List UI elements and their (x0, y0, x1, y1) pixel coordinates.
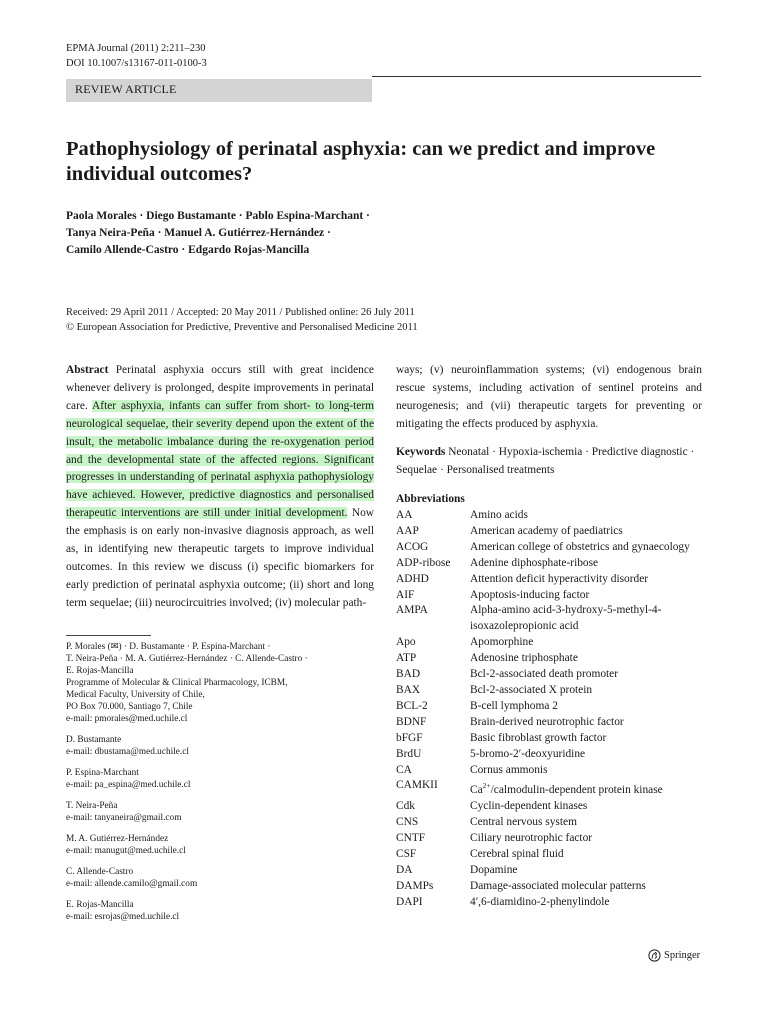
contact-name: C. Allende-Castro (66, 867, 134, 877)
contact-block (66, 866, 376, 890)
abbreviation-definition: Bcl-2-associated death promoter (470, 668, 619, 681)
keywords-label: Keywords (396, 446, 446, 458)
abbreviation-row (396, 508, 706, 524)
abbreviation-row (396, 747, 706, 763)
contact-name: E. Rojas-Mancilla (66, 900, 134, 910)
abbreviation-definition: Cyclin-dependent kinases (470, 800, 588, 813)
article-title: Pathophysiology of perinatal asphyxia: can we predict and improve individual outcomes? (66, 138, 656, 185)
springer-horse-icon (648, 949, 661, 962)
abbreviation-row (396, 524, 706, 540)
abbreviation-term: bFGF (396, 731, 423, 744)
contact-email[interactable]: e-mail: tanyaneira@gmail.com (66, 813, 182, 823)
contact-email[interactable]: e-mail: esrojas@med.uchile.cl (66, 912, 180, 922)
journal-header (66, 41, 207, 71)
date-line: Received: 29 April 2011 / Accepted: 20 May 2011 / Published online: 26 July 2011 (66, 307, 415, 318)
abbreviation-row (396, 815, 706, 831)
contact-name: T. Neira-Peña (66, 801, 118, 811)
abbreviation-definition: $Ca^{2+}/calmodulin$-dependent protein kinase (470, 781, 663, 797)
affiliation-line: Programme of Molecular & Clinical Pharmacology, ICBM, (66, 678, 288, 688)
abbreviation-row (396, 667, 706, 683)
header-rule (372, 76, 701, 77)
copyright-line: © European Association for Predictive, Preventive and Personalised Medicine 2011 (66, 322, 418, 333)
abbreviation-definition: 4′,6-diamidino-2-phenylindole (470, 895, 610, 908)
affiliations (66, 641, 376, 932)
abbreviation-term: DAPI (396, 895, 423, 908)
contact-name: D. Bustamante (66, 735, 122, 745)
abbreviation-term: BrdU (396, 747, 422, 760)
contact-email[interactable]: e-mail: pa_espina@med.uchile.cl (66, 780, 191, 790)
abbreviation-row (396, 540, 706, 556)
affiliation-main (66, 641, 376, 725)
abbreviation-definition: Apoptosis-inducing factor (470, 588, 590, 601)
affiliation-line: T. Neira-Peña · M. A. Gutiérrez-Hernández · C. Allende-Castro · (66, 654, 308, 664)
abbreviation-term: DA (396, 863, 413, 876)
abbreviation-definition: Adenine diphosphate-ribose (470, 556, 599, 569)
abbreviation-term: ADP-ribose (396, 556, 451, 569)
abbreviation-term: AMPA (396, 604, 428, 617)
abbreviation-term: ATP (396, 652, 417, 665)
contact-email[interactable]: e-mail: dbustama@med.uchile.cl (66, 747, 189, 757)
abbreviation-term: ACOG (396, 540, 429, 553)
abbreviation-definition: American college of obstetrics and gynaecology (470, 540, 690, 553)
abbreviation-row (396, 588, 706, 604)
article-type-badge: REVIEW ARTICLE (66, 79, 372, 102)
abbreviation-row (396, 635, 706, 651)
abbreviation-term: BAD (396, 668, 421, 681)
abbreviation-row (396, 863, 706, 879)
abbreviation-term: Cdk (396, 800, 415, 813)
abbreviation-term: CNS (396, 816, 419, 829)
abstract (66, 362, 374, 613)
contact-block (66, 767, 376, 791)
abbreviation-term: BDNF (396, 715, 427, 728)
abbreviation-row (396, 556, 706, 572)
contact-name: M. A. Gutiérrez-Hernández (66, 834, 169, 844)
contact-block (66, 899, 376, 923)
abbreviation-row (396, 651, 706, 667)
author-line: Tanya Neira-Peña · Manuel A. Gutiérrez-Hernández · (66, 227, 331, 239)
abbreviation-term: CNTF (396, 831, 426, 844)
keywords (396, 444, 702, 480)
abbreviation-row (396, 699, 706, 715)
abbreviation-row (396, 715, 706, 731)
journal-citation: EPMA Journal (2011) 2:211–230 (66, 43, 206, 54)
keywords-text: Neonatal · Hypoxia-ischemia · Predictive diagnostic · Sequelae · Personalised treatments (396, 446, 695, 476)
abbreviation-definition: American academy of paediatrics (470, 524, 623, 537)
abbreviation-row (396, 603, 706, 635)
abbreviation-row (396, 683, 706, 699)
affiliation-line: P. Morales (✉) · D. Bustamante · P. Espina-Marchant · (66, 642, 271, 652)
abbreviation-row (396, 778, 706, 799)
abbreviation-term: ADHD (396, 572, 429, 585)
affiliation-email[interactable]: e-mail: pmorales@med.uchile.cl (66, 714, 188, 724)
abbreviation-definition: Cornus ammonis (470, 763, 548, 776)
abbreviation-definition: B-cell lymphoma 2 (470, 699, 558, 712)
abbreviation-term: Apo (396, 636, 416, 649)
abbreviation-term: AAP (396, 524, 419, 537)
abbreviation-definition: 5-bromo-2′-deoxyuridine (470, 747, 586, 760)
abbreviations-list (396, 508, 706, 910)
abbreviation-term: AIF (396, 588, 415, 601)
abstract-text: Now the emphasis is on early non-invasive diagnosis approach, as well as, in identifying new therapeutic targets to improve individual outcomes. In this review we discuss (i) specific biomarkers for early prediction of perinatal asphyxia outcome; (ii) short and long term sequelae; (iii) neurocircuitries involved; (iv) molecular path- (66, 507, 375, 609)
abbreviation-definition: Adenosine triphosphate (470, 652, 578, 665)
abbreviation-definition: Dopamine (470, 863, 518, 876)
publisher-name: Springer (664, 950, 701, 961)
abbreviation-term: BAX (396, 683, 421, 696)
abbreviation-row (396, 763, 706, 779)
abbreviation-row (396, 847, 706, 863)
abbreviation-row (396, 572, 706, 588)
footnote-rule (66, 635, 151, 636)
publisher-logo (648, 948, 700, 963)
abbreviation-definition: Brain-derived neurotrophic factor (470, 715, 624, 728)
contact-block (66, 734, 376, 758)
author-line: Paola Morales · Diego Bustamante · Pablo Espina-Marchant · (66, 210, 370, 222)
contact-name: P. Espina-Marchant (66, 768, 139, 778)
abstract-text: Perinatal asphyxia occurs still with great incidence whenever delivery is prolonged, despite improvements in perinatal care. (66, 364, 374, 412)
abbreviation-definition: Ciliary neurotrophic factor (470, 831, 593, 844)
contact-list (66, 734, 376, 923)
doi: DOI 10.1007/s13167-011-0100-3 (66, 58, 207, 69)
abbreviation-definition: Attention deficit hyperactivity disorder (470, 572, 649, 585)
abbreviation-term: AA (396, 509, 413, 521)
abstract-continued: ways; (v) neuroinflammation systems; (vi) endogenous brain rescue systems, including activation of sentinel proteins and neurogenesis; and (vii) therapeutic targets for preventing or mitigating the effects produced by asphyxia. (396, 364, 702, 430)
abbreviation-term: CAMKII (396, 779, 438, 792)
abbreviation-definition: Basic fibroblast growth factor (470, 731, 607, 744)
abbreviation-row (396, 895, 706, 911)
highlighted-text[interactable]: After asphyxia, infants can suffer from short- to long-term neurological sequelae, their severity depend upon the extent of the insult, the metabolic imbalance during the re-oxygenation period and the developmental state of the affected regions. Significant progresses in understanding of perinatal asphyxia pathophysiology have achieved. However, predictive diagnostics and personalised therapeutic interventions are still under initial development. (66, 399, 374, 520)
abbreviation-definition: Bcl-2-associated X protein (470, 683, 593, 696)
abbreviation-definition: Cerebral spinal fluid (470, 847, 564, 860)
abbreviation-definition: Central nervous system (470, 816, 577, 829)
contact-email[interactable]: e-mail: manugut@med.uchile.cl (66, 846, 186, 856)
abbreviation-definition: Apomorphine (470, 636, 534, 649)
abbreviation-row (396, 879, 706, 895)
abbreviation-term: CA (396, 763, 412, 776)
abbreviation-term: BCL-2 (396, 699, 428, 712)
abbreviation-row (396, 831, 706, 847)
contact-block (66, 800, 376, 824)
author-list (66, 208, 706, 259)
abbreviation-definition: Damage-associated molecular patterns (470, 879, 646, 892)
publication-dates (66, 305, 706, 335)
affiliation-line: Medical Faculty, University of Chile, (66, 690, 205, 700)
contact-email[interactable]: e-mail: allende.camilo@gmail.com (66, 879, 198, 889)
abbreviation-definition: Amino acids (470, 509, 528, 521)
abbreviation-term: DAMPs (396, 879, 434, 892)
abbreviations-heading: Abbreviations (396, 493, 465, 505)
abstract-label: Abstract (66, 364, 109, 376)
affiliation-line: PO Box 70.000, Santiago 7, Chile (66, 702, 193, 712)
abbreviation-row (396, 731, 706, 747)
abbreviation-term: CSF (396, 847, 417, 860)
affiliation-line: E. Rojas-Mancilla (66, 666, 134, 676)
abbreviation-row (396, 799, 706, 815)
contact-block (66, 833, 376, 857)
abbreviation-definition: Alpha-amino acid-3-hydroxy-5-methyl-4-isoxazolepropionic acid (470, 604, 662, 633)
author-line: Camilo Allende-Castro · Edgardo Rojas-Mancilla (66, 244, 310, 256)
